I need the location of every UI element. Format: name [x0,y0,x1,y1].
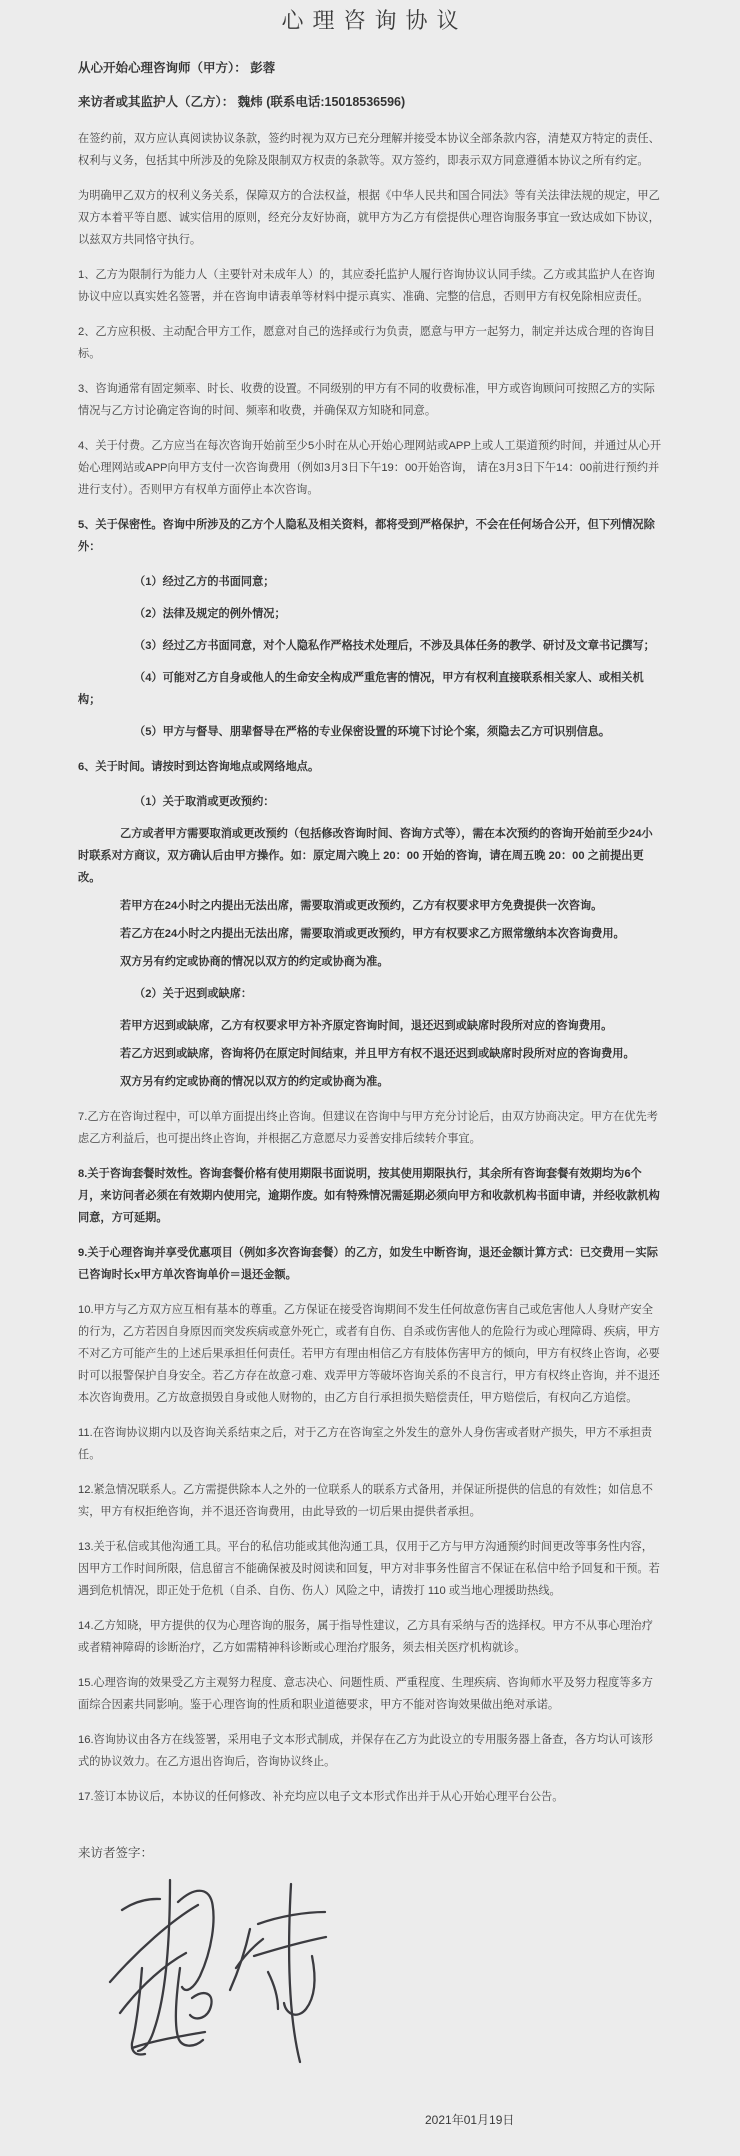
signature-ink-strokes [108,1872,330,2068]
clause-2: 2、乙方应积极、主动配合甲方工作，愿意对自己的选择或行为负责，愿意与甲方一起努力，制定并达成合理的咨询目标。 [78,326,655,360]
clause-6-item-2-text: 若甲方迟到或缺席，乙方有权要求甲方补齐原定咨询时间，退还迟到或缺席时段所对应的咨询费用。 [120,1020,613,1032]
clause-17: 17.签订本协议后，本协议的任何修改、补充均应以电子文本形式作出并于从心开始心理平台公告。 [78,1791,564,1803]
clause-6-item-2-text: 双方另有约定或协商的情况以双方的约定或协商为准。 [120,1076,389,1088]
clause-14: 14.乙方知晓，甲方提供的仅为心理咨询的服务，属于指导性建议，乙方具有采纳与否的选择权。甲方不从事心理治疗或者精神障碍的诊断治疗，乙方如需精神科诊断或心理治疗服务，须去相关医疗机构就诊。 [78,1620,653,1654]
preamble-paragraph: 为明确甲乙双方的权利义务关系，保障双方的合法权益，根据《中华人民共和国合同法》等有关法律法规的规定，甲乙双方本着平等自愿、诚实信用的原则，经充分友好协商，就甲方为乙方有偿提供心理咨询服务事宜一致达成如下协议，以兹双方共同恪守执行。 [78,190,660,246]
clause-5-item-3: （3）经过乙方书面同意，对个人隐私作严格技术处理后，不涉及具体任务的教学、研讨及文章书记撰写； [134,640,655,652]
clause-6-item-1-text: 若乙方在24小时之内提出无法出席，需要取消或更改预约，甲方有权要求乙方照常缴纳本次咨询费用。 [120,928,625,940]
clause-5-item-1: （1）经过乙方的书面同意； [134,576,275,588]
clause-13: 13.关于私信或其他沟通工具。平台的私信功能或其他沟通工具，仅用于乙方与甲方沟通预约时间更改等事务性内容，因甲方工作时间所限，信息留言不能确保被及时阅读和回复，甲方对非事务性留言不保证在私信中给予回复和干预。若遇到危机情况，即正处于危机（自杀、自伤、伤人）风险之中，请拨打 110 或当地心理援助热线。 [78,1541,660,1597]
clause-6-item-1-text: 若甲方在24小时之内提出无法出席，需要取消或更改预约，乙方有权要求甲方免费提供一次咨询。 [120,900,603,912]
clause-9: 9.关于心理咨询并享受优惠项目（例如多次咨询套餐）的乙方，如发生中断咨询，退还金额计算方式：已交费用－实际已咨询时长x甲方单次咨询单价＝退还金额。 [78,1247,658,1281]
clause-5: 5、关于保密性。咨询中所涉及的乙方个人隐私及相关资料，都将受到严格保护，不会在任何场合公开，但下列情况除外： [78,519,655,553]
clause-1: 1、乙方为限制行为能力人（主要针对未成年人）的，其应委托监护人履行咨询协议认同手续。乙方或其监护人在咨询协议中应以真实姓名签署，并在咨询申请表单等材料中提示真实、准确、完整的信息，否则甲方有权免除相应责任。 [78,269,655,303]
clause-4: 4、关于付费。乙方应当在每次咨询开始前至少5小时在从心开始心理网站或APP上或人工渠道预约时间，并通过从心开始心理网站或APP向甲方支付一次咨询费用（例如3月3日下午19：00开始咨询， 请在3月3日下午14：00前进行预约并进行支付）。否则甲方有权单方面停止本次咨询。 [78,440,662,496]
clause-3: 3、咨询通常有固定频率、时长、收费的设置。不同级别的甲方有不同的收费标准，甲方或咨询顾问可按照乙方的实际情况与乙方讨论确定咨询的时间、频率和收费，并确保双方知晓和同意。 [78,383,655,417]
clause-15: 15.心理咨询的效果受乙方主观努力程度、意志决心、问题性质、严重程度、生理疾病、咨询师水平及努力程度等多方面综合因素共同影响。鉴于心理咨询的性质和职业道德要求，甲方不能对咨询效果做出绝对承诺。 [78,1677,653,1711]
clause-6: 6、关于时间。请按时到达咨询地点或网络地点。 [78,761,320,773]
party-b-line: 来访者或其监护人（乙方）： 魏炜 (联系电话:15018536596) [78,95,406,109]
visitor-signature-label: 来访者签字： [78,1846,154,1860]
signed-date: 2021年01月19日 [425,2113,515,2127]
clause-5-item-5: （5）甲方与督导、朋辈督导在严格的专业保密设置的环境下讨论个案，须隐去乙方可识别信息。 [134,726,611,738]
handwritten-signature [108,1872,330,2068]
clause-6-item-1-text: 双方另有约定或协商的情况以双方的约定或协商为准。 [120,956,389,968]
clause-8: 8.关于咨询套餐时效性。咨询套餐价格有使用期限书面说明，按其使用期限执行，其余所有咨询套餐有效期均为6个月，来访问者必须在有效期内使用完，逾期作废。如有特殊情况需延期必须向甲方和收款机构书面申请，并经收款机构同意，方可延期。 [78,1168,660,1224]
clause-6-item-2: （2）关于迟到或缺席： [134,988,253,1000]
clause-10: 10.甲方与乙方双方应互相有基本的尊重。乙方保证在接受咨询期间不发生任何故意伤害自己或危害他人人身财产安全的行为，乙方若因自身原因而突发疾病或意外死亡，或者有自伤、自杀或伤害他人的危险行为或心理障碍、疾病，甲方不对乙方可能产生的上述后果承担任何责任。若甲方有理由相信乙方有肢体伤害甲方的倾向，甲方有权终止咨询，必要时可以报警保护自身安全。若乙方存在故意刁难、戏弄甲方等破坏咨询关系的不良言行，甲方有权终止咨询，并不退还本次咨询费用。乙方故意损毁自身或他人财物的，由乙方自行承担损失赔偿责任，甲方赔偿后，有权向乙方追偿。 [78,1304,660,1404]
clause-5-item-4: （4）可能对乙方自身或他人的生命安全构成严重危害的情况，甲方有权利直接联系相关家人、或相关机构； [78,672,644,706]
party-a-line: 从心开始心理咨询师（甲方）： 彭蓉 [78,61,276,75]
page-title: 心理咨询协议 [281,8,468,33]
clause-7: 7.乙方在咨询过程中，可以单方面提出终止咨询。但建议在咨询中与甲方充分讨论后，由双方协商决定。甲方在优先考虑乙方利益后，也可提出终止咨询，并根据乙方意愿尽力妥善安排后续转介事宜。 [78,1111,658,1145]
clause-5-item-2: （2）法律及规定的例外情况； [134,608,286,620]
clause-11: 11.在咨询协议期内以及咨询关系结束之后，对于乙方在咨询室之外发生的意外人身伤害或者财产损失，甲方不承担责任。 [78,1427,653,1461]
clause-6-item-2-text: 若乙方迟到或缺席，咨询将仍在原定时间结束，并且甲方有权不退还迟到或缺席时段所对应的咨询费用。 [120,1048,635,1060]
clause-16: 16.咨询协议由各方在线签署，采用电子文本形式制成，并保存在乙方为此设立的专用服务器上备查，各方均认可该形式的协议效力。在乙方退出咨询后，咨询协议终止。 [78,1734,653,1768]
clause-12: 12.紧急情况联系人。乙方需提供除本人之外的一位联系人的联系方式备用，并保证所提供的信息的有效性；如信息不实，甲方有权拒绝咨询，并不退还咨询费用，由此导致的一切后果由提供者承担。 [78,1484,653,1518]
clause-6-item-1: （1）关于取消或更改预约： [134,796,275,808]
preamble-paragraph: 在签约前，双方应认真阅读协议条款，签约时视为双方已充分理解并接受本协议全部条款内容，清楚双方特定的责任、权利与义务，包括其中所涉及的免除及限制双方权责的条款等。双方签约，即表示双方同意遵循本协议之所有约定。 [78,133,660,167]
clause-6-item-1-text: 乙方或者甲方需要取消或更改预约（包括修改咨询时间、咨询方式等），需在本次预约的咨询开始前至少24小时联系对方商议，双方确认后由甲方操作。如：原定周六晚上 20：00 开始的咨询，请在周五晚 20：00 之前提出更改。 [78,828,653,884]
